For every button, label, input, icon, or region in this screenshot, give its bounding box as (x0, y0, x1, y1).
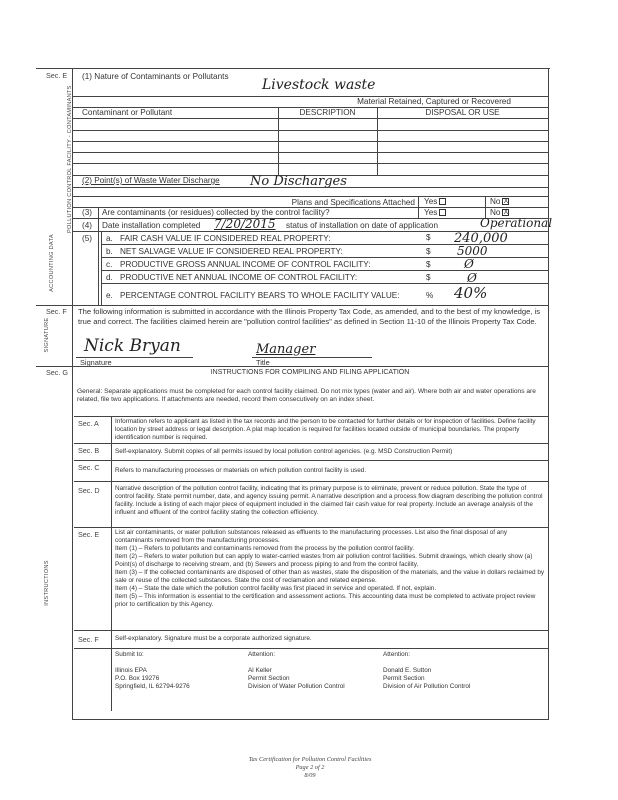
row-letter: a. (106, 234, 113, 243)
q4-date[interactable]: 7/20/2015 (214, 217, 276, 231)
row-label: FAIR CASH VALUE IF CONSIDERED REAL PROPERTY: (120, 234, 331, 243)
accounting-row-e (102, 284, 548, 305)
side-label-instructions: INSTRUCTIONS (44, 560, 50, 606)
instruction-sec: Sec. E (74, 528, 112, 630)
instruction-sec: Sec. C (74, 461, 112, 481)
instruction-row-a (74, 417, 548, 444)
table-row (72, 152, 549, 153)
row-label: PRODUCTIVE NET ANNUAL INCOME OF CONTROL FACILITY: (120, 273, 358, 282)
footer-title: Tax Certification for Pollution Control Facilities (248, 756, 372, 763)
spacer (74, 649, 112, 711)
checkbox-q3-yes[interactable] (439, 209, 446, 216)
row-letter: d. (106, 273, 113, 282)
submit-heading: Submit to: (115, 651, 144, 658)
instruction-text: Self-explanatory. Submit copies of all permits issued by local pollution control agencies. (e.g. MSD Construction Permit) (115, 448, 453, 455)
accounting-rows (102, 231, 548, 305)
row-letter: b. (106, 247, 113, 256)
side-label-signature: SIGNATURE (44, 317, 50, 353)
rule (72, 196, 549, 197)
rule (36, 305, 549, 306)
attention-heading: Attention: (248, 651, 276, 658)
material-header: Material Retained, Captured or Recovered (357, 97, 511, 106)
signature-label: Signature (80, 358, 112, 367)
address-line: P.O. Box 19276 (115, 675, 160, 682)
address-line: Division of Air Pollution Control (383, 683, 471, 690)
instruction-sec: Sec. A (74, 417, 112, 443)
yes-label: Yes (424, 208, 438, 217)
col-contaminant: Contaminant or Pollutant (82, 108, 173, 117)
instruction-text: Refers to manufacturing processes or materials on which pollution control facility is used. (115, 467, 367, 474)
title-value[interactable]: Manager (256, 342, 316, 357)
address-line: Permit Section (248, 675, 290, 682)
row-unit: $ (426, 233, 431, 242)
col-description: DESCRIPTION (299, 108, 356, 117)
discharge-label: (2) Point(s) of Waste Water Discharge (82, 176, 220, 185)
submit-row (74, 649, 548, 711)
plans-label: Plans and Specifications Attached (291, 198, 415, 207)
row-label: PRODUCTIVE GROSS ANNUAL INCOME OF CONTROL FACILITY: (120, 260, 371, 269)
instruction-text: List air contaminants, or water pollution substances released as effluents to the manufacturing processes. List also the final disposal of any contaminants removed from the manufacturing processes. Item (1) – Refers to pollutants and contaminants removed from the process by the pollution control facility. Item (2) – Refers to water pollution but can apply to water-carried wastes from air pollution control facilities. Submit drawings, which clearly show (a) Point(s) of discharge to receiving stream, and (b) Sewers and process piping to and from the control facility. Item (3) – If the collected contaminants are disposed of other than as wastes, state the disposition of the materials, and the value in dollars reclaimed by sale or reuse of the collected substances. State the cost of reclamation and related expense. Item (4) – State the date which the pollution control facility was first placed in service and operated. If not, explain. Item (5) – This information is essential to the certification and assessment actions. This accounting data must be completed to activate project review prior to certification by this Agency. (115, 529, 545, 608)
yes-label: Yes (424, 197, 438, 206)
row-letter: e. (106, 291, 113, 300)
instruction-text: Narrative description of the pollution control facility, indicating that its primary purpose is to eliminate, prevent or reduce pollution. State the type of control facility. State permit number, date, and agency issuing permit. A narrative description and a process flow diagram describing the pollution control facility. Include a listing of each major piece of equipment included in the claimed fair cash value for real property. Include an average analysis of the influent and effluent of the control facility stating the collection efficiency. (115, 485, 543, 516)
instruction-text: Self-explanatory. Signature must be a corporate authorized signature. (115, 635, 312, 642)
air-attention (380, 649, 548, 711)
instruction-row-e (74, 528, 548, 631)
water-attention (245, 649, 380, 711)
checkbox-plans-yes[interactable] (439, 198, 446, 205)
row-label: NET SALVAGE VALUE IF CONSIDERED REAL PROPERTY: (120, 247, 343, 256)
table-row (72, 141, 549, 142)
address-line: Springfield, IL 62794-9276 (115, 683, 190, 690)
footer-date: 8/09 (304, 772, 316, 779)
fair-cash-value[interactable]: 240,000 (454, 231, 508, 246)
q4-number: (4) (82, 221, 93, 230)
checkbox-plans-no[interactable]: X (503, 198, 509, 206)
no-label: No (490, 197, 501, 206)
instruction-row-d (74, 482, 548, 528)
address-line: Permit Section (383, 675, 425, 682)
sec-f-label: Sec. F (46, 307, 67, 316)
net-salvage-value[interactable]: 5000 (457, 244, 488, 258)
instruction-row-b (74, 444, 548, 461)
row-unit: % (426, 291, 434, 300)
attention-heading: Attention: (383, 651, 411, 658)
discharge-value[interactable]: No Discharges (250, 174, 347, 189)
row-letter: c. (106, 260, 113, 269)
row-unit: $ (426, 260, 431, 269)
table-row (72, 130, 549, 131)
nature-label: (1) Nature of Contaminants or Pollutants (82, 72, 229, 81)
q4-status[interactable]: Operational (480, 216, 553, 230)
instruction-sec: Sec. D (74, 482, 112, 527)
plans-no[interactable] (490, 198, 509, 206)
signature-value[interactable]: Nick Bryan (84, 336, 181, 356)
table-row (72, 163, 549, 164)
footer (180, 756, 440, 780)
row-unit: $ (426, 247, 431, 256)
rule (36, 366, 549, 367)
address-line: Division of Water Pollution Control (248, 683, 345, 690)
instruction-row-f (74, 631, 548, 649)
side-label-accounting: ACCOUNTING DATA (49, 234, 55, 292)
title-line (252, 357, 372, 358)
instruction-row-c (74, 461, 548, 482)
accounting-row-c (102, 258, 548, 271)
row-label: PERCENTAGE CONTROL FACILITY BEARS TO WHOLE FACILITY VALUE: (120, 291, 400, 300)
no-label: No (490, 208, 501, 217)
q3-label: Are contaminants (or residues) collected by the control facility? (102, 208, 330, 217)
rule (72, 218, 549, 219)
rule (72, 118, 549, 119)
checkbox-q3-no[interactable]: X (503, 209, 509, 217)
certification-text: The following information is submitted in accordance with the Illinois Property Tax Code, as amended, and to the best of my knowledge, is true and correct. The facilities claimed herein are "pollution control facilities" as defined in Section 11-10 of the Illinois Property Tax Code. (78, 307, 541, 326)
divider (98, 207, 99, 305)
q4-label: Date installation completed (102, 221, 201, 230)
q3-yes[interactable] (424, 209, 446, 217)
title-label: Title (256, 358, 270, 367)
instruction-table (74, 416, 548, 711)
percentage-value[interactable]: 40% (454, 284, 488, 302)
accounting-row-d (102, 271, 548, 284)
sec-e-label: Sec. E (46, 71, 68, 80)
instruction-sec: Sec. F (74, 631, 112, 648)
frame-bottom (72, 719, 549, 720)
q3-number: (3) (82, 208, 93, 217)
address-line: Illinois EPA (115, 667, 147, 674)
general-instructions: General: Separate applications must be completed for each control facility claimed. Do not mix types (water and air). Where both air and water operations are related, file two applications. If attachments are needed, record them consecutively on an index sheet. (77, 388, 536, 403)
frame-right (548, 68, 549, 720)
sec-g-label: Sec. G (46, 368, 68, 377)
col-disposal: DISPOSAL OR USE (425, 108, 500, 117)
q4-status-label: status of installation on date of application (286, 221, 439, 230)
plans-yes[interactable] (424, 198, 446, 206)
submit-address (112, 649, 245, 711)
q5-number: (5) (82, 234, 93, 243)
instruction-text: Information refers to applicant as listed in the tax records and the person to be contacted for further details or for inspection of facilities. Define facility location by street address or legal description. A plat map location is required for facilities located outside of municipal boundaries. The property identification number is required. (115, 418, 536, 441)
side-label-contaminants: POLLUTION CONTROL FACILITY - CONTAMINANTS (67, 85, 73, 233)
address-line: Donald E. Sutton (383, 667, 432, 674)
accounting-row-a (102, 231, 548, 245)
footer-page: Page 2 of 2 (295, 764, 325, 771)
instruction-sec: Sec. B (74, 444, 112, 460)
accounting-row-b (102, 245, 548, 258)
row-unit: $ (426, 273, 431, 282)
rule (72, 187, 549, 188)
frame-top (36, 68, 550, 69)
net-income-value[interactable]: Ø (467, 271, 477, 285)
instructions-title: INSTRUCTIONS FOR COMPILING AND FILING APPLICATION (210, 369, 410, 376)
address-line: Al Keller (248, 667, 272, 674)
nature-value[interactable]: Livestock waste (262, 77, 376, 93)
gross-income-value[interactable]: Ø (464, 257, 474, 271)
